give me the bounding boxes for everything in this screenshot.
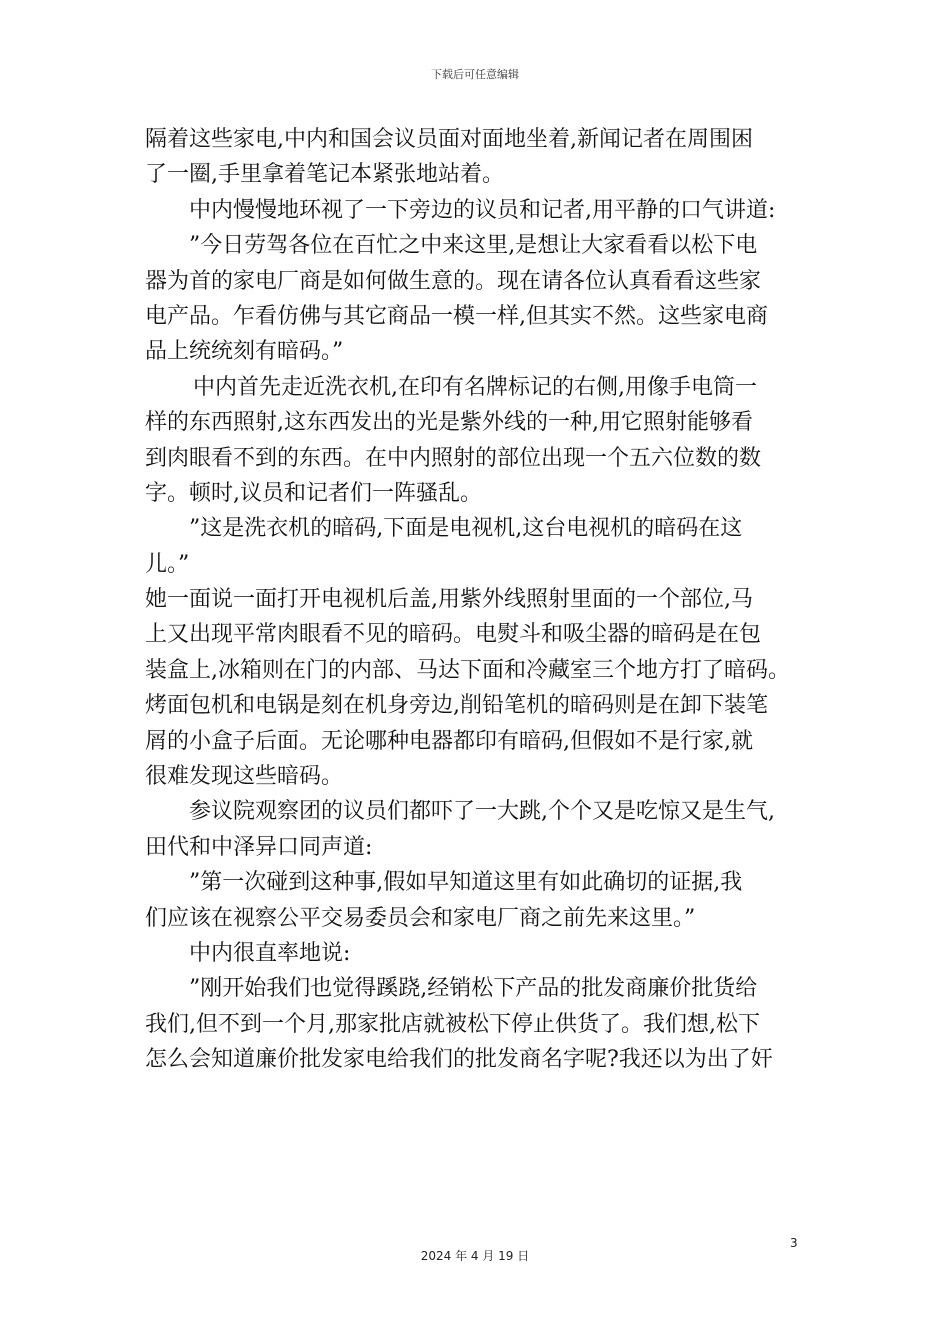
text-line: 字。顿时,议员和记者们一阵骚乱。	[145, 480, 482, 506]
text-line: 了一圈,手里拿着笔记本紧张地站着。	[145, 162, 504, 188]
text-line: 隔着这些家电,中内和国会议员面对面地坐着,新闻记者在周围困	[145, 127, 753, 152]
text-line: ”这是洗衣机的暗码,下面是电视机,这台电视机的暗码在这	[189, 516, 743, 542]
text-line: 器为首的家电厂商是如何做生意的。现在请各位认真看看这些家	[145, 268, 762, 294]
text-line: 装盒上,冰箱则在门的内部、马达下面和冷藏室三个地方打了暗码。	[145, 657, 790, 683]
text-line: ”刚开始我们也觉得蹊跷,经销松下产品的批发商廉价批货给	[189, 976, 758, 1002]
page-header: 下载后可任意编辑	[431, 68, 519, 81]
text-line: 田代和中泽异口同声道:	[145, 834, 373, 860]
text-line: 屑的小盒子后面。无论哪种电器都印有暗码,但假如不是行家,就	[145, 728, 753, 754]
text-line: 电产品。乍看仿佛与其它商品一模一样,但其实不然。这些家电商	[145, 303, 768, 329]
text-line: 中内慢慢地环视了一下旁边的议员和记者,用平静的口气讲道:	[189, 197, 776, 223]
text-line: 怎么会知道廉价批发家电给我们的批发商名字呢?我还以为出了奸	[145, 1047, 773, 1073]
text-line: 品上统统刻有暗码。”	[145, 339, 344, 365]
text-line: 她一面说一面打开电视机后盖,用紫外线照射里面的一个部位,马	[145, 587, 753, 613]
footer-date: 2024 年 4 月 19 日	[420, 1249, 530, 1263]
text-line: 到肉眼看不到的东西。在中内照射的部位出现一个五六位数的数	[145, 445, 762, 471]
text-line: ”今日劳驾各位在百忙之中来这里,是想让大家看看以松下电	[189, 233, 758, 259]
text-line: 我们,但不到一个月,那家批店就被松下停止供货了。我们想,松下	[145, 1011, 760, 1037]
text-line: ”第一次碰到这种事,假如早知道这里有如此确切的证据,我	[189, 870, 743, 896]
text-line: 样的东西照射,这东西发出的光是紫外线的一种,用它照射能够看	[145, 410, 753, 436]
text-line: 中内首先走近洗衣机,在印有名牌标记的右侧,用像手电筒一	[193, 374, 757, 400]
text-line: 们应该在视察公平交易委员会和家电厂商之前先来这里。”	[145, 905, 696, 931]
page-number: 3	[790, 1236, 798, 1250]
text-line: 很难发现这些暗码。	[145, 764, 344, 790]
text-line: 参议院观察团的议员们都吓了一大跳,个个又是吃惊又是生气,	[189, 799, 775, 825]
text-line: 中内很直率地说:	[189, 940, 351, 966]
document-body	[145, 122, 810, 1078]
text-line: 儿。”	[145, 551, 190, 577]
text-line: 烤面包机和电锅是刻在机身旁边,削铅笔机的暗码则是在卸下装笔	[145, 693, 768, 719]
text-line: 上又出现平常肉眼看不见的暗码。电熨斗和吸尘器的暗码是在包	[145, 622, 762, 648]
